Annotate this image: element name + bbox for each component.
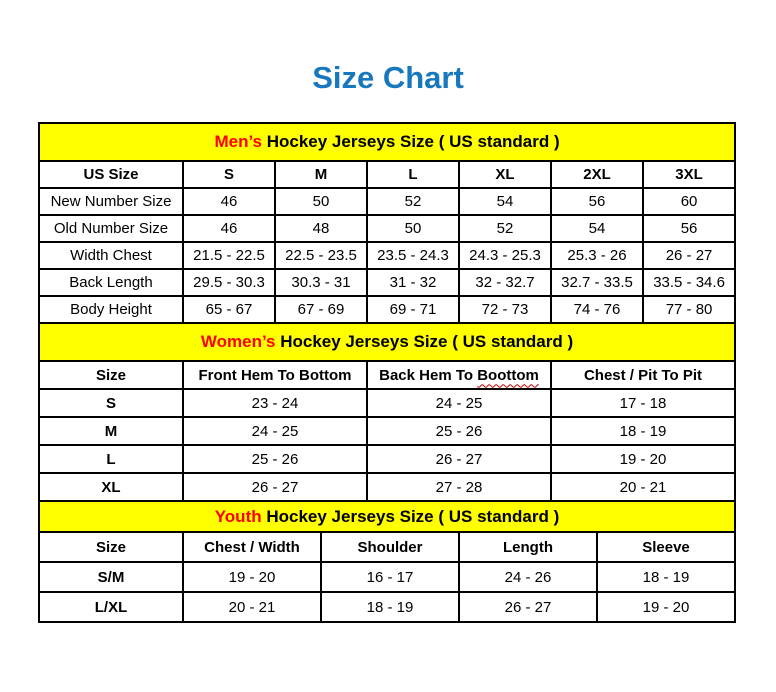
men-value-cell: 26 - 27 <box>643 242 735 269</box>
women-column-header: Front Hem To Bottom <box>183 361 367 389</box>
men-value-cell: 52 <box>367 188 459 215</box>
men-value-cell: 21.5 - 22.5 <box>183 242 275 269</box>
men-value-cell: 31 - 32 <box>367 269 459 296</box>
men-value-cell: 54 <box>459 188 551 215</box>
women-row-label: M <box>39 417 183 445</box>
men-row-label: Old Number Size <box>39 215 183 242</box>
men-value-cell: 22.5 - 23.5 <box>275 242 367 269</box>
men-value-cell: 54 <box>551 215 643 242</box>
youth-column-header: Size <box>39 532 183 562</box>
women-row-label: XL <box>39 473 183 501</box>
men-value-cell: 29.5 - 30.3 <box>183 269 275 296</box>
youth-section-header-highlight: Youth <box>214 506 262 526</box>
women-value-cell: 19 - 20 <box>551 445 735 473</box>
men-value-cell: 30.3 - 31 <box>275 269 367 296</box>
men-row-label: New Number Size <box>39 188 183 215</box>
men-table-row <box>39 296 735 323</box>
women-value-cell: 18 - 19 <box>551 417 735 445</box>
women-column-header: Size <box>39 361 183 389</box>
women-value-cell: 17 - 18 <box>551 389 735 417</box>
youth-value-cell: 20 - 21 <box>183 592 321 622</box>
men-value-cell: 52 <box>459 215 551 242</box>
men-value-cell: 48 <box>275 215 367 242</box>
men-column-header: M <box>275 161 367 188</box>
men-table-row <box>39 269 735 296</box>
men-value-cell: 56 <box>643 215 735 242</box>
women-value-cell: 25 - 26 <box>367 417 551 445</box>
women-value-cell: 23 - 24 <box>183 389 367 417</box>
youth-table-row <box>39 562 735 592</box>
youth-value-cell: 18 - 19 <box>321 592 459 622</box>
youth-value-cell: 19 - 20 <box>597 592 735 622</box>
men-value-cell: 24.3 - 25.3 <box>459 242 551 269</box>
women-value-cell: 27 - 28 <box>367 473 551 501</box>
women-column-header: Chest / Pit To Pit <box>551 361 735 389</box>
women-value-cell: 24 - 25 <box>183 417 367 445</box>
youth-row-label: L/XL <box>39 592 183 622</box>
women-size-table <box>38 322 736 502</box>
men-value-cell: 77 - 80 <box>643 296 735 323</box>
women-value-cell: 25 - 26 <box>183 445 367 473</box>
men-table-row <box>39 188 735 215</box>
youth-section-header <box>39 501 735 532</box>
youth-value-cell: 18 - 19 <box>597 562 735 592</box>
men-table-row <box>39 242 735 269</box>
men-value-cell: 72 - 73 <box>459 296 551 323</box>
youth-column-header: Length <box>459 532 597 562</box>
men-value-cell: 32 - 32.7 <box>459 269 551 296</box>
men-value-cell: 46 <box>183 215 275 242</box>
women-row-label: S <box>39 389 183 417</box>
men-row-label: Width Chest <box>39 242 183 269</box>
women-value-cell: 26 - 27 <box>183 473 367 501</box>
men-value-cell: 50 <box>275 188 367 215</box>
women-table-row <box>39 445 735 473</box>
women-table-row <box>39 473 735 501</box>
men-column-header: 3XL <box>643 161 735 188</box>
men-size-table <box>38 122 736 324</box>
women-table-row <box>39 417 735 445</box>
men-value-cell: 32.7 - 33.5 <box>551 269 643 296</box>
men-column-header: L <box>367 161 459 188</box>
men-value-cell: 23.5 - 24.3 <box>367 242 459 269</box>
women-section-header <box>39 323 735 361</box>
men-value-cell: 46 <box>183 188 275 215</box>
men-table-row <box>39 215 735 242</box>
men-value-cell: 50 <box>367 215 459 242</box>
men-value-cell: 67 - 69 <box>275 296 367 323</box>
men-section-header-text: Hockey Jerseys Size ( US standard ) <box>262 132 560 151</box>
youth-column-header: Shoulder <box>321 532 459 562</box>
women-section-header-highlight: Women’s <box>200 332 276 351</box>
men-section-header-highlight: Men’s <box>214 132 262 151</box>
women-column-header-misspelled-word: Boottom <box>477 366 539 384</box>
men-column-header: 2XL <box>551 161 643 188</box>
youth-table-row <box>39 592 735 622</box>
youth-value-cell: 26 - 27 <box>459 592 597 622</box>
women-value-cell: 20 - 21 <box>551 473 735 501</box>
women-value-cell: 26 - 27 <box>367 445 551 473</box>
women-column-header <box>367 361 551 389</box>
men-row-label: Back Length <box>39 269 183 296</box>
men-section-header <box>39 123 735 161</box>
women-column-header-prefix: Back Hem To <box>379 366 478 384</box>
page-title: Size Chart <box>312 60 464 95</box>
women-table-row <box>39 389 735 417</box>
size-tables <box>38 122 734 623</box>
men-column-header: XL <box>459 161 551 188</box>
youth-row-label: S/M <box>39 562 183 592</box>
men-value-cell: 56 <box>551 188 643 215</box>
men-value-cell: 33.5 - 34.6 <box>643 269 735 296</box>
women-value-cell: 24 - 25 <box>367 389 551 417</box>
men-value-cell: 60 <box>643 188 735 215</box>
men-column-header: US Size <box>39 161 183 188</box>
men-row-label: Body Height <box>39 296 183 323</box>
men-value-cell: 65 - 67 <box>183 296 275 323</box>
women-row-label: L <box>39 445 183 473</box>
men-value-cell: 74 - 76 <box>551 296 643 323</box>
youth-column-header: Chest / Width <box>183 532 321 562</box>
youth-column-header: Sleeve <box>597 532 735 562</box>
women-section-header-text: Hockey Jerseys Size ( US standard ) <box>275 332 574 351</box>
men-value-cell: 25.3 - 26 <box>551 242 643 269</box>
men-column-header: S <box>183 161 275 188</box>
men-value-cell: 69 - 71 <box>367 296 459 323</box>
youth-value-cell: 19 - 20 <box>183 562 321 592</box>
youth-size-table <box>38 500 736 623</box>
youth-value-cell: 24 - 26 <box>459 562 597 592</box>
youth-section-header-text: Hockey Jerseys Size ( US standard ) <box>261 506 560 526</box>
youth-value-cell: 16 - 17 <box>321 562 459 592</box>
